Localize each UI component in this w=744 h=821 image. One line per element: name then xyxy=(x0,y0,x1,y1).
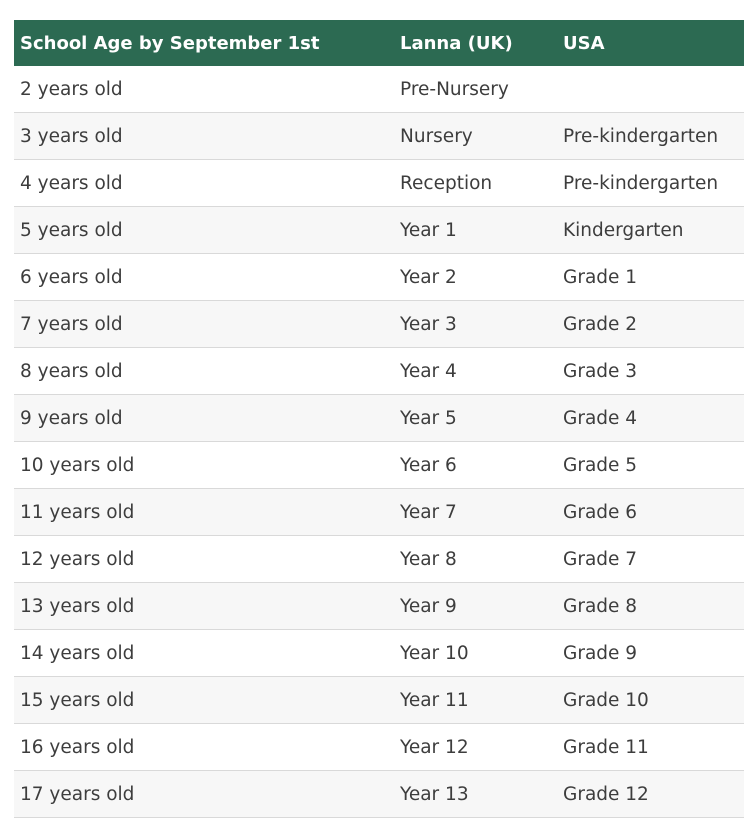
cell-usa: Grade 6 xyxy=(557,489,744,536)
table-row xyxy=(14,724,744,771)
cell-usa: Pre-kindergarten xyxy=(557,113,744,160)
header-lanna-uk: Lanna (UK) xyxy=(400,32,513,54)
table-row xyxy=(14,442,744,489)
cell-usa: Grade 4 xyxy=(557,395,744,442)
cell-lanna-uk: Year 9 xyxy=(394,583,557,630)
cell-usa: Grade 2 xyxy=(557,301,744,348)
cell-lanna-uk: Pre-Nursery xyxy=(394,66,557,113)
cell-lanna-uk: Year 10 xyxy=(394,630,557,677)
header-usa: USA xyxy=(563,32,605,54)
table-row xyxy=(14,348,744,395)
cell-school-age: 10 years old xyxy=(14,442,394,489)
table-row xyxy=(14,301,744,348)
cell-usa: Grade 9 xyxy=(557,630,744,677)
cell-lanna-uk: Year 1 xyxy=(394,207,557,254)
cell-usa: Pre-kindergarten xyxy=(557,160,744,207)
cell-school-age: 8 years old xyxy=(14,348,394,395)
table-row xyxy=(14,677,744,724)
cell-school-age: 4 years old xyxy=(14,160,394,207)
cell-lanna-uk: Nursery xyxy=(394,113,557,160)
table-row xyxy=(14,583,744,630)
cell-usa: Grade 5 xyxy=(557,442,744,489)
cell-school-age: 15 years old xyxy=(14,677,394,724)
table-header xyxy=(14,20,744,66)
cell-lanna-uk: Reception xyxy=(394,160,557,207)
cell-lanna-uk: Year 4 xyxy=(394,348,557,395)
school-age-table-container xyxy=(14,20,744,818)
table-row xyxy=(14,66,744,113)
cell-lanna-uk: Year 12 xyxy=(394,724,557,771)
school-age-comparison-table xyxy=(14,20,744,818)
table-row xyxy=(14,630,744,677)
cell-lanna-uk: Year 11 xyxy=(394,677,557,724)
table-row xyxy=(14,160,744,207)
cell-usa: Grade 10 xyxy=(557,677,744,724)
table-row xyxy=(14,395,744,442)
cell-usa: Grade 7 xyxy=(557,536,744,583)
header-school-age: School Age by September 1st xyxy=(20,32,320,54)
table-row xyxy=(14,207,744,254)
cell-school-age: 11 years old xyxy=(14,489,394,536)
cell-usa: Grade 3 xyxy=(557,348,744,395)
cell-lanna-uk: Year 7 xyxy=(394,489,557,536)
cell-usa: Grade 11 xyxy=(557,724,744,771)
cell-lanna-uk: Year 3 xyxy=(394,301,557,348)
cell-usa xyxy=(557,66,744,113)
cell-lanna-uk: Year 13 xyxy=(394,771,557,818)
table-row xyxy=(14,536,744,583)
cell-usa: Kindergarten xyxy=(557,207,744,254)
cell-lanna-uk: Year 5 xyxy=(394,395,557,442)
table-body xyxy=(14,66,744,818)
cell-lanna-uk: Year 6 xyxy=(394,442,557,489)
cell-usa: Grade 8 xyxy=(557,583,744,630)
cell-usa: Grade 1 xyxy=(557,254,744,301)
cell-school-age: 7 years old xyxy=(14,301,394,348)
cell-lanna-uk: Year 8 xyxy=(394,536,557,583)
cell-lanna-uk: Year 2 xyxy=(394,254,557,301)
cell-usa: Grade 12 xyxy=(557,771,744,818)
cell-school-age: 9 years old xyxy=(14,395,394,442)
cell-school-age: 16 years old xyxy=(14,724,394,771)
table-row xyxy=(14,489,744,536)
cell-school-age: 14 years old xyxy=(14,630,394,677)
cell-school-age: 12 years old xyxy=(14,536,394,583)
cell-school-age: 17 years old xyxy=(14,771,394,818)
cell-school-age: 13 years old xyxy=(14,583,394,630)
table-row xyxy=(14,771,744,818)
cell-school-age: 3 years old xyxy=(14,113,394,160)
table-row xyxy=(14,113,744,160)
cell-school-age: 2 years old xyxy=(14,66,394,113)
cell-school-age: 6 years old xyxy=(14,254,394,301)
table-row xyxy=(14,254,744,301)
table-header-row xyxy=(14,20,744,66)
cell-school-age: 5 years old xyxy=(14,207,394,254)
